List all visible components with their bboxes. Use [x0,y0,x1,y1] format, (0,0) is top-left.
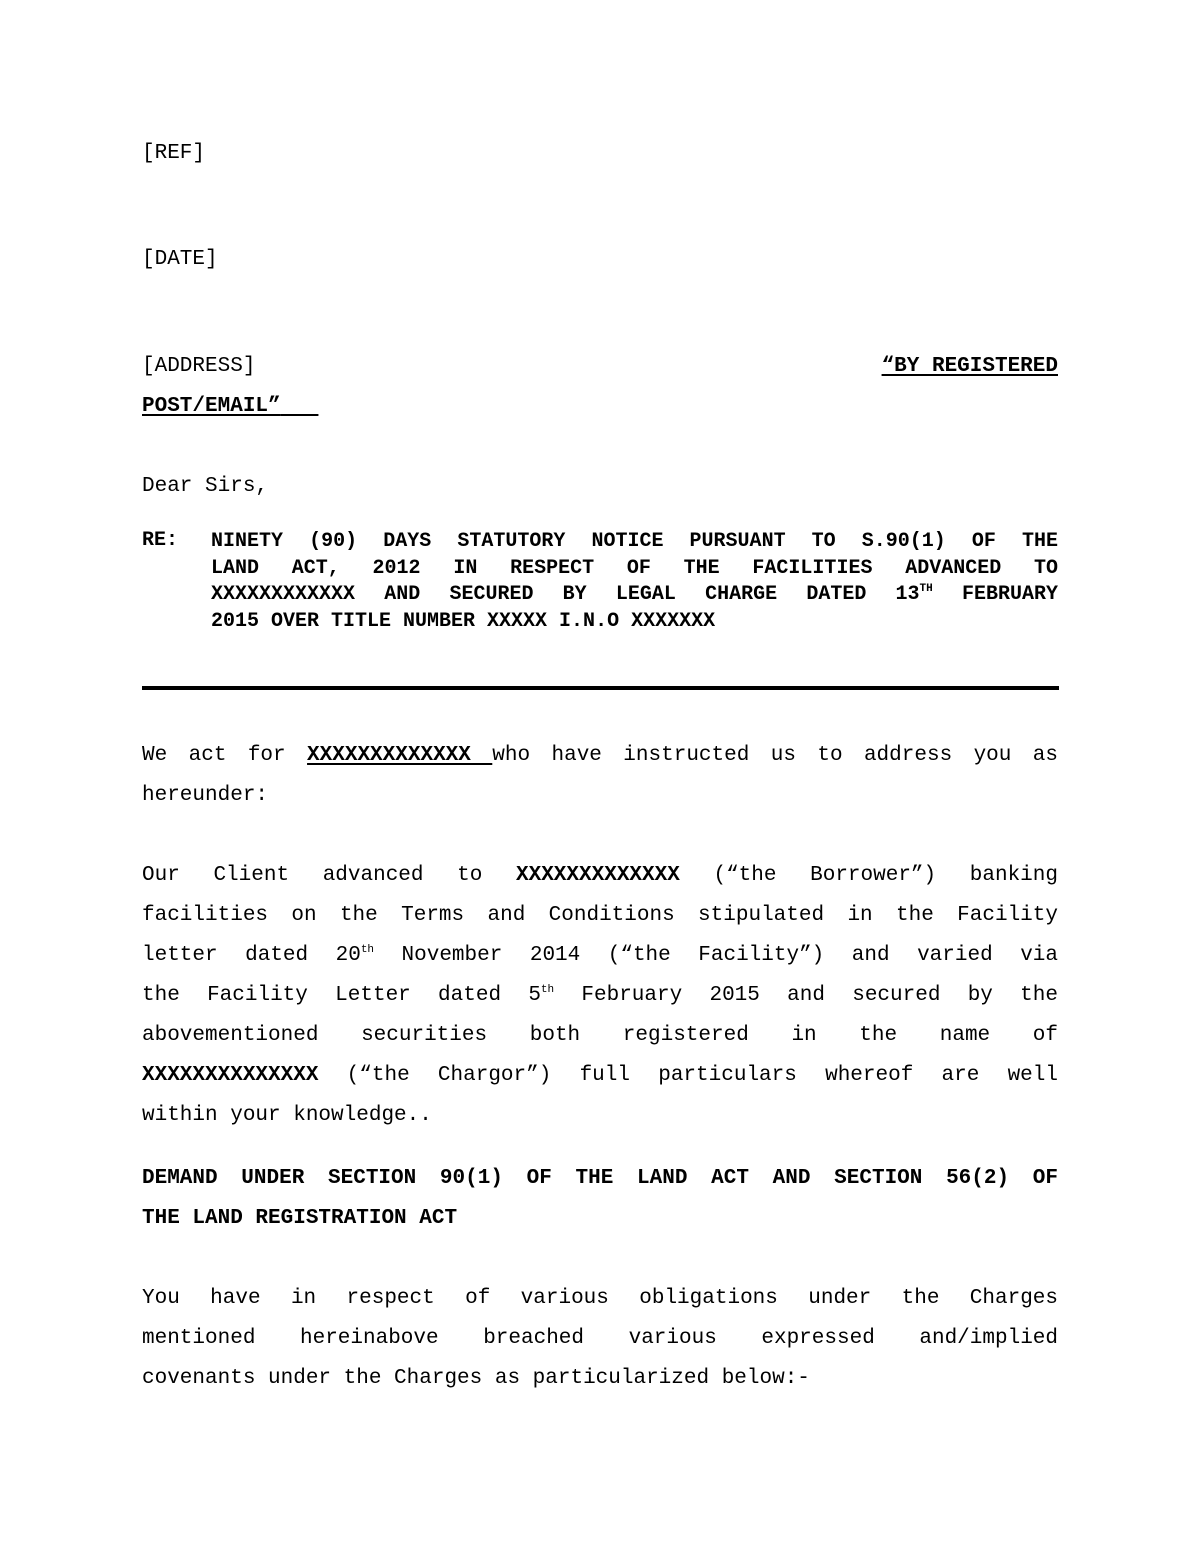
paragraph-line: Our Client advanced to XXXXXXXXXXXXX (“the Borrower”) banking [142,864,1058,887]
paragraph-line: We act for XXXXXXXXXXXXX who have instructed us to address you as [142,744,1058,767]
paragraph-line: within your knowledge.. [142,1104,432,1127]
borrower-name: XXXXXXXXXXXXX [516,864,680,887]
subject-line: 2015 OVER TITLE NUMBER XXXXX I.N.O XXXXXXX [211,609,716,633]
paragraph-facilities [142,856,1058,1136]
reference-placeholder: [REF] [142,142,206,165]
delivery-method-line1: “BY REGISTERED [881,355,1058,378]
delivery-method-line2: POST/EMAIL” [142,395,281,418]
address-placeholder: [ADDRESS] [142,355,256,378]
horizontal-rule [142,686,1059,690]
client-name: XXXXXXXXXXXXX [307,744,493,767]
paragraph-breaches [142,1279,1058,1399]
salutation: Dear Sirs, [142,475,269,498]
heading-line: THE LAND REGISTRATION ACT [142,1207,458,1230]
paragraph-line: covenants under the Charges as particularized below:- [142,1367,810,1390]
subject-heading [211,529,1058,635]
paragraph-line: facilities on the Terms and Conditions stipulated in the Facility [142,904,1058,927]
paragraph-line: You have in respect of various obligations under the Charges [142,1287,1058,1310]
date-placeholder: [DATE] [142,248,218,271]
chargor-name: XXXXXXXXXXXXXX [142,1064,319,1087]
paragraph-line: abovementioned securities both registered in the name of [142,1024,1058,1047]
heading-line: DEMAND UNDER SECTION 90(1) OF THE LAND ACT AND SECTION 56(2) OF [142,1167,1058,1190]
paragraph-line: mentioned hereinabove breached various expressed and/implied [142,1327,1058,1350]
paragraph-instructions [142,736,1058,816]
subject-label: RE: [142,529,179,552]
paragraph-line: hereunder: [142,784,269,807]
paragraph-line: XXXXXXXXXXXXXX (“the Chargor”) full particulars whereof are well [142,1064,1058,1087]
subject-line: LAND ACT, 2012 IN RESPECT OF THE FACILITIES ADVANCED TO [211,556,1058,580]
subject-line: XXXXXXXXXXXX AND SECURED BY LEGAL CHARGE DATED 13TH FEBRUARY [211,583,1058,606]
paragraph-line: the Facility Letter dated 5th February 2015 and secured by the [142,984,1058,1007]
subject-line: NINETY (90) DAYS STATUTORY NOTICE PURSUANT TO S.90(1) OF THE [211,530,1058,553]
paragraph-line: letter dated 20th November 2014 (“the Facility”) and varied via [142,944,1058,967]
demand-heading [142,1159,1058,1239]
